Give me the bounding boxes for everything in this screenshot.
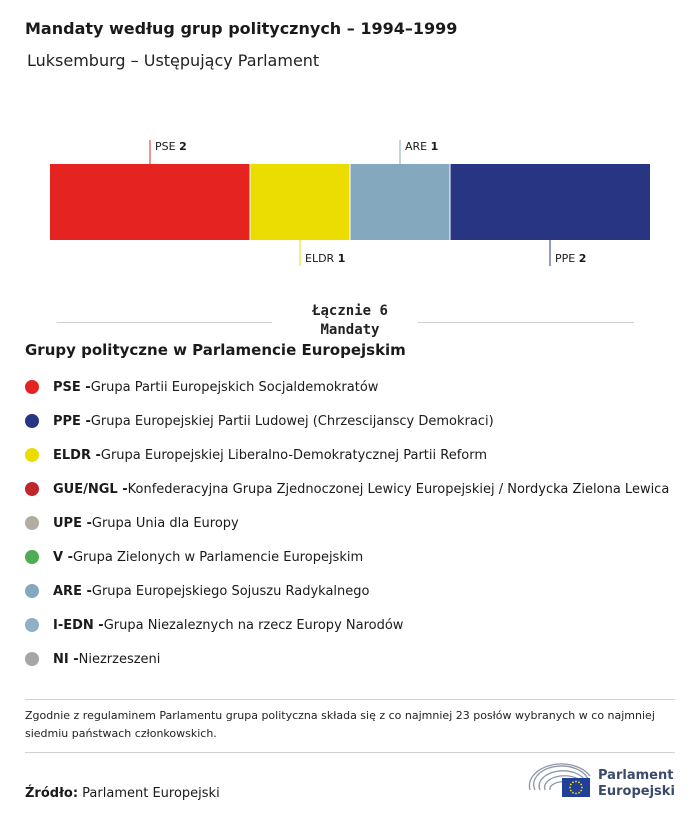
legend-title: Grupy polityczne w Parlamencie Europejskim [25,341,406,359]
legend-item [25,540,669,574]
total-seats-count: Łącznie 6 [312,303,388,319]
legend-abbreviation: V - [53,549,73,565]
legend-item [25,642,669,676]
total-seats-label [274,302,426,340]
legend-abbreviation: I-EDN - [53,617,104,633]
legend-abbreviation: ELDR - [53,447,101,463]
legend-item [25,608,669,642]
legend-item [25,506,669,540]
legend-abbreviation: ARE - [53,583,92,599]
logo-wordmark [598,768,675,800]
bar-segment-eldr [250,164,350,240]
legend-color-dot [25,516,39,530]
legend-description: Niezrzeszeni [78,651,161,667]
legend-color-dot [25,482,39,496]
seat-bar-chart [0,0,700,290]
bar-segment-ppe [450,164,650,240]
legend-color-dot [25,652,39,666]
legend-abbreviation: NI - [53,651,79,667]
legend-item [25,438,669,472]
legend-description: Grupa Niezaleznych na rzecz Europy Narodów [103,617,404,633]
legend-description: Grupa Unia dla Europy [91,515,239,531]
bar-label-value: 2 [179,140,187,153]
total-divider-left [57,322,272,323]
bar-label-value: 2 [578,252,587,265]
legend-color-dot [25,414,39,428]
legend-description: Grupa Europejskiej Liberalno-Demokratycznej Partii Reform [100,447,488,463]
bar-segment-are [350,164,450,240]
source-label: Źródło: [25,786,79,801]
legend-description: Grupa Europejskiego Sojuszu Radykalnego [91,583,370,599]
legend-description: Grupa Zielonych w Parlamencie Europejskim [72,549,364,565]
bar-label-value: 1 [430,140,439,153]
legend-color-dot [25,550,39,564]
legend-abbreviation: PSE - [53,379,91,395]
source-line [25,786,220,801]
legend-item [25,472,669,506]
legend-description: Grupa Partii Europejskich Socjaldemokratów [90,379,379,395]
source-value: Parlament Europejski [82,786,220,801]
legend-color-dot [25,380,39,394]
legend-color-dot [25,448,39,462]
bar-label-eldr [305,252,345,265]
legend-color-dot [25,618,39,632]
chart-subtitle: Luksemburg – Ustępujący Parlament [27,51,320,70]
chart-title: Mandaty według grup politycznych – 1994–1999 [25,19,458,38]
bar-label-value: 1 [337,252,346,265]
footnote: Zgodnie z regulaminem Parlamentu grupa polityczna składa się z co najmniej 23 posłów wybranych w co najmniej siedmiu państwach członkowskich. [25,709,655,740]
bar-label-name: PPE [555,252,579,265]
logo-line-2: Europejski [598,784,675,799]
note-bottom-divider [25,752,675,753]
bar-label-ppe [555,252,586,265]
group-legend [25,370,669,676]
bar-label-name: ARE [405,140,431,153]
legend-color-dot [25,584,39,598]
legend-abbreviation: UPE - [53,515,92,531]
total-seats-unit: Mandaty [320,322,380,338]
legend-description: Grupa Europejskiej Partii Ludowej (Chrzescijanscy Demokraci) [90,413,494,429]
bar-label-name: ELDR [305,252,338,265]
legend-item [25,370,669,404]
bar-label-are [405,140,438,153]
legend-item [25,404,669,438]
legend-description: Konfederacyjna Grupa Zjednoczonej Lewicy Europejskiej / Nordycka Zielona Lewica [127,481,670,497]
legend-abbreviation: GUE/NGL - [53,481,128,497]
note-top-divider [25,699,675,700]
bar-segment-pse [50,164,250,240]
bar-label-pse [155,140,187,153]
legend-abbreviation: PPE - [53,413,91,429]
bar-label-name: PSE [155,140,180,153]
logo-line-1: Parlament [598,768,674,783]
legend-item [25,574,669,608]
total-divider-right [418,322,634,323]
